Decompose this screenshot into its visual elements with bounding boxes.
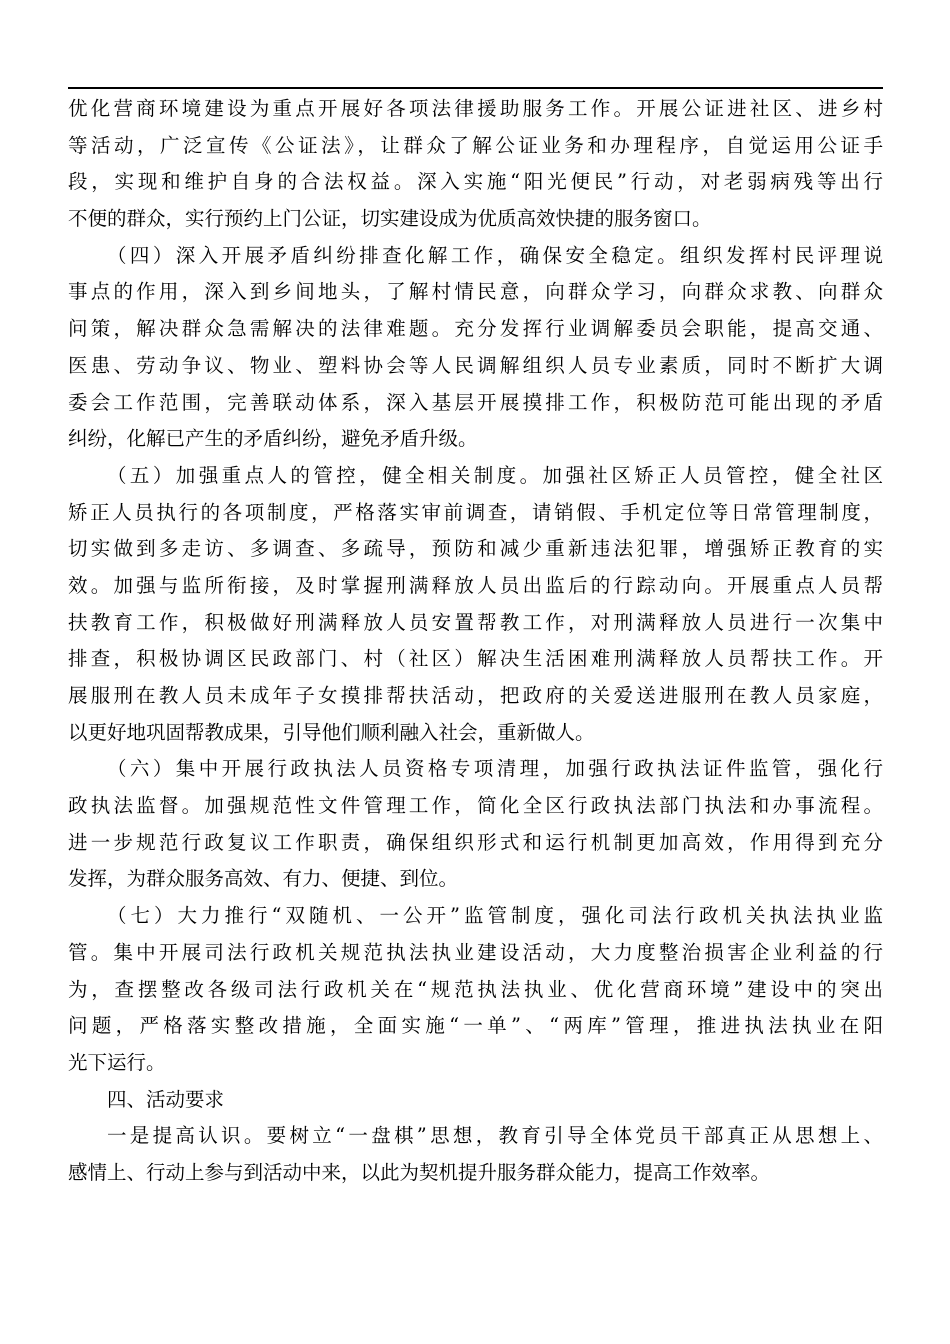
- text-line: 委会工作范围，完善联动体系，深入基层开展摸排工作，积极防范可能出现的矛盾: [68, 390, 883, 414]
- text-line: 管。集中开展司法行政机关规范执法执业建设活动，大力度整治损害企业利益的行: [68, 940, 883, 964]
- text-line: 展服刑在教人员未成年子女摸排帮扶活动，把政府的关爱送进服刑在教人员家庭，: [68, 684, 883, 707]
- text-line: （五）加强重点人的管控，健全相关制度。加强社区矫正人员管控，健全社区: [107, 463, 883, 487]
- text-line: 问题，严格落实整改措施，全面实施“一单”、“两库”管理，推进执法执业在阳: [68, 1014, 883, 1038]
- text-line: （七）大力推行“双随机、一公开”监管制度，强化司法行政机关执法执业监: [107, 904, 883, 928]
- text-line: 不便的群众，实行预约上门公证，切实建设成为优质高效快捷的服务窗口。: [68, 207, 712, 231]
- text-line: 等活动，广泛宣传《公证法》，让群众了解公证业务和办理程序，自觉运用公证手: [68, 133, 883, 157]
- text-line: 扶教育工作，积极做好刑满释放人员安置帮教工作，对刑满释放人员进行一次集中: [68, 610, 883, 634]
- text-line: 优化营商环境建设为重点开展好各项法律援助服务工作。开展公证进社区、进乡村: [68, 97, 883, 120]
- text-line: 为，查摆整改各级司法行政机关在“规范执法执业、优化营商环境”建设中的突出: [68, 977, 883, 1001]
- text-line: 一是提高认识。要树立“一盘棋”思想，教育引导全体党员干部真正从思想上、: [107, 1124, 883, 1148]
- text-line: 光下运行。: [68, 1050, 166, 1074]
- text-line: 纠纷，化解已产生的矛盾纠纷，避免矛盾升级。: [68, 427, 478, 451]
- text-line: 四、活动要求: [107, 1087, 225, 1111]
- text-line: 排查，积极协调区民政部门、村（社区）解决生活困难刑满释放人员帮扶工作。开: [68, 647, 883, 671]
- text-line: 感情上、行动上参与到活动中来，以此为契机提升服务群众能力，提高工作效率。: [68, 1160, 771, 1184]
- text-line: 进一步规范行政复议工作职责，确保组织形式和运行机制更加高效，作用得到充分: [68, 830, 883, 854]
- text-line: 以更好地巩固帮教成果，引导他们顺利融入社会，重新做人。: [68, 720, 595, 744]
- document-body: [68, 91, 883, 1192]
- text-line: （六）集中开展行政执法人员资格专项清理，加强行政执法证件监管，强化行: [107, 757, 883, 781]
- text-line: 切实做到多走访、多调查、多疏导，预防和减少重新违法犯罪，增强矫正教育的实: [68, 537, 883, 561]
- text-line: （四）深入开展矛盾纠纷排查化解工作，确保安全稳定。组织发挥村民评理说: [107, 243, 883, 267]
- text-line: 政执法监督。加强规范性文件管理工作，简化全区行政执法部门执法和办事流程。: [68, 794, 883, 818]
- header-rule: [68, 87, 883, 89]
- text-line: 发挥，为群众服务高效、有力、便捷、到位。: [68, 867, 459, 891]
- text-line: 段，实现和维护自身的合法权益。深入实施“阳光便民”行动，对老弱病残等出行: [68, 170, 883, 194]
- text-line: 医患、劳动争议、物业、塑料协会等人民调解组织人员专业素质，同时不断扩大调: [68, 353, 883, 377]
- text-line: 问策，解决群众急需解决的法律难题。充分发挥行业调解委员会职能，提高交通、: [68, 317, 883, 341]
- text-line: 事点的作用，深入到乡间地头，了解村情民意，向群众学习，向群众求教、向群众: [68, 280, 883, 304]
- text-line: 效。加强与监所衔接，及时掌握刑满释放人员出监后的行踪动向。开展重点人员帮: [68, 573, 883, 597]
- text-line: 矫正人员执行的各项制度，严格落实审前调查，请销假、手机定位等日常管理制度，: [68, 500, 883, 524]
